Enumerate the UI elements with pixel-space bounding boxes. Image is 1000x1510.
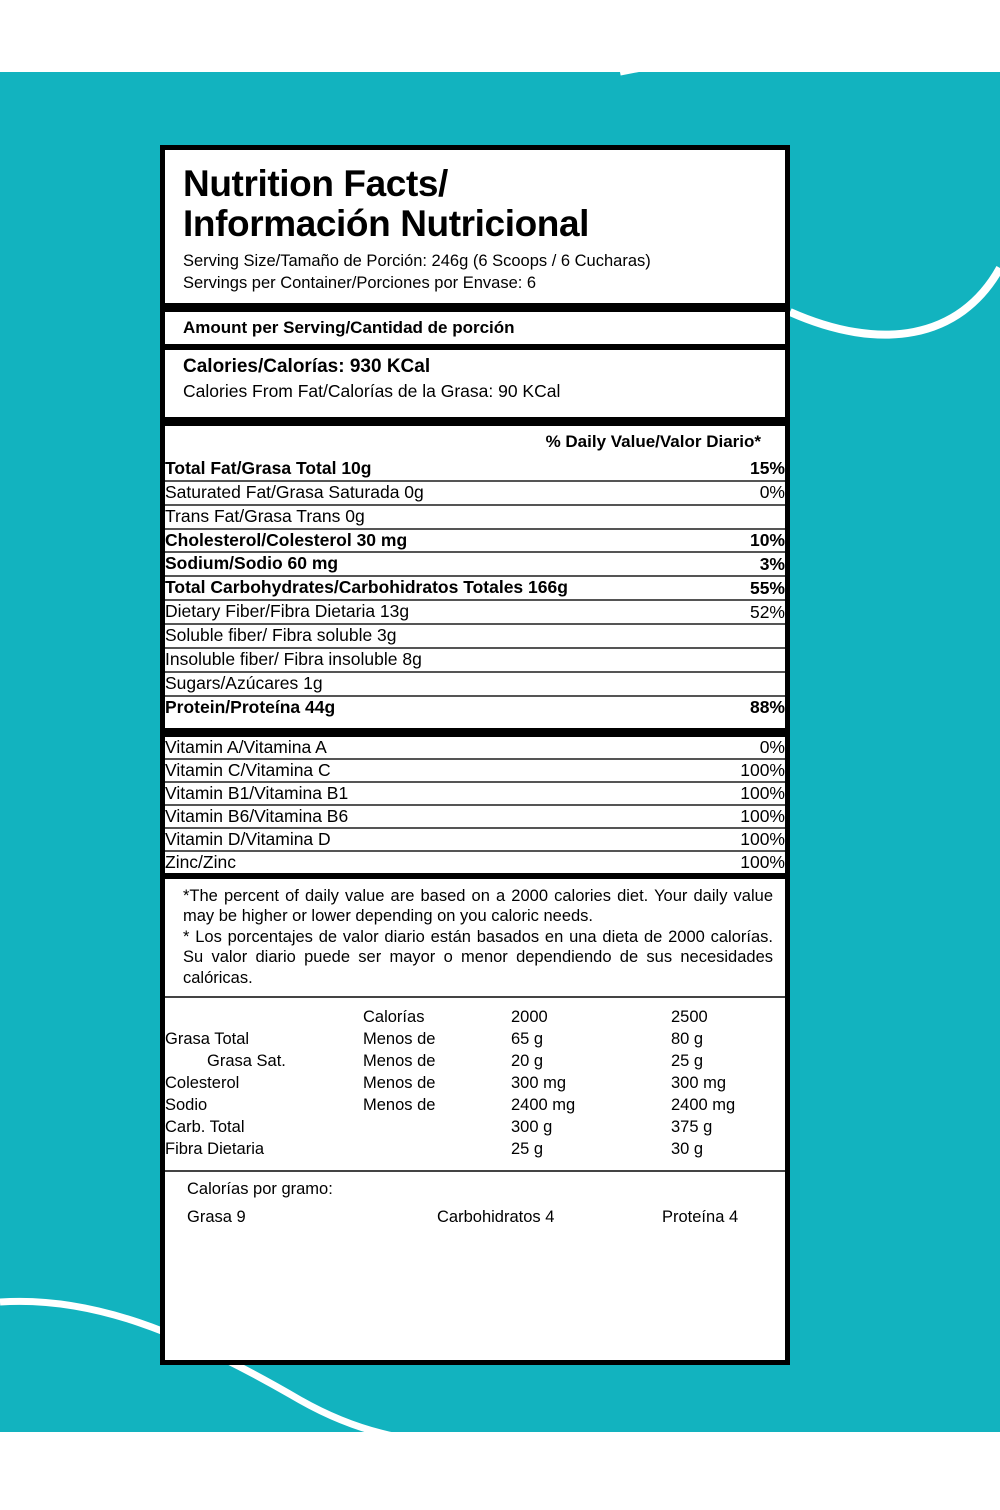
divider-thick-1 — [165, 303, 785, 312]
reference-values-block — [165, 998, 785, 1170]
vitamin-name: Vitamin D/Vitamina D — [165, 828, 670, 851]
reference-row-value-2000: 25 g — [511, 1140, 544, 1159]
vitamin-daily-value: 100% — [670, 828, 785, 851]
nutrient-name: Insoluble fiber/ Fibra insoluble 8g — [165, 648, 670, 672]
vitamin-name: Zinc/Zinc — [165, 851, 670, 873]
calories-from-fat: Calories From Fat/Calorías de la Grasa: 90 KCal — [183, 381, 561, 402]
reference-row-value-2000: 65 g — [511, 1030, 544, 1049]
nutrient-daily-value: 3% — [670, 552, 785, 576]
nutrient-daily-value: 52% — [670, 600, 785, 624]
footnote-english: *The percent of daily value are based on a 2000 calories diet. Your daily value may be higher or lower depending on you caloric needs. — [183, 886, 773, 926]
calories-per-gram-table — [165, 1208, 785, 1227]
reference-row — [165, 1051, 785, 1073]
footnote-spanish: * Los porcentajes de valor diario están basados en una dieta de 2000 calorías. Su valor diario puede ser mayor o menor dependiendo de sus necesidades calóricas. — [183, 927, 773, 987]
nutrient-daily-value — [670, 672, 785, 696]
reference-row-value-2000: 2000 — [511, 1008, 548, 1027]
calories-value: Calories/Calorías: 930 KCal — [183, 356, 431, 378]
vitamin-row — [165, 737, 785, 759]
nutrient-daily-value — [670, 648, 785, 672]
label-title — [183, 164, 785, 244]
nutrient-daily-value: 55% — [670, 576, 785, 600]
reference-row-qualifier: Menos de — [363, 1096, 436, 1115]
nutrient-row — [165, 600, 785, 624]
reference-row-qualifier — [363, 1117, 511, 1139]
vitamin-daily-value: 100% — [670, 782, 785, 805]
reference-row-label — [165, 1007, 363, 1029]
nutrient-name: Trans Fat/Grasa Trans 0g — [165, 505, 670, 529]
nutrient-row — [165, 648, 785, 672]
vitamin-row — [165, 759, 785, 782]
cpg-protein: Proteína 4 — [662, 1207, 739, 1226]
reference-header-row — [165, 1007, 785, 1029]
calories-per-gram-heading: Calorías por gramo: — [187, 1179, 333, 1198]
reference-row-value-2500: 300 mg — [671, 1074, 727, 1093]
reference-row-label: Sodio — [165, 1096, 208, 1115]
nutrient-name: Total Fat/Grasa Total 10g — [165, 457, 372, 478]
reference-row — [165, 1029, 785, 1051]
nutrient-daily-value: 88% — [670, 696, 785, 719]
reference-row-value-2000: 2400 mg — [511, 1096, 576, 1115]
nutrient-row — [165, 481, 785, 505]
cpg-carbs: Carbohidratos 4 — [437, 1207, 555, 1226]
divider-thick-3 — [165, 728, 785, 737]
calories-per-gram-block — [165, 1172, 785, 1237]
nutrient-name: Sugars/Azúcares 1g — [165, 672, 670, 696]
vitamin-row — [165, 828, 785, 851]
vitamin-daily-value: 100% — [670, 851, 785, 873]
nutrient-name: Total Carbohydrates/Carbohidratos Totales 166g — [165, 576, 670, 600]
footnote-block — [165, 879, 785, 996]
vitamin-row — [165, 782, 785, 805]
nutrient-row — [165, 624, 785, 648]
reference-row-label: Colesterol — [165, 1074, 240, 1093]
reference-row-qualifier — [363, 1139, 511, 1161]
vitamin-row — [165, 851, 785, 873]
nutrient-row — [165, 576, 785, 600]
reference-row — [165, 1073, 785, 1095]
nutrient-row — [165, 696, 785, 719]
reference-row-value-2500: 80 g — [671, 1030, 704, 1049]
reference-row — [165, 1117, 785, 1139]
reference-row-qualifier: Menos de — [363, 1074, 436, 1093]
reference-row-qualifier: Calorías — [363, 1008, 425, 1027]
reference-row-value-2500: 375 g — [671, 1118, 713, 1137]
nutrient-name: Cholesterol/Colesterol 30 mg — [165, 529, 670, 553]
nutrient-row — [165, 672, 785, 696]
nutrient-name: Saturated Fat/Grasa Saturada 0g — [165, 481, 670, 505]
reference-row-value-2500: 30 g — [671, 1140, 704, 1159]
serving-info — [183, 250, 785, 295]
reference-row-label: Carb. Total — [165, 1118, 245, 1137]
vitamin-daily-value: 0% — [759, 736, 785, 757]
vitamin-daily-value: 100% — [670, 759, 785, 782]
calories-block — [165, 350, 785, 407]
reference-row-qualifier: Menos de — [363, 1052, 436, 1071]
reference-row-value-2500: 25 g — [671, 1052, 704, 1071]
reference-row-value-2500: 2500 — [671, 1008, 708, 1027]
cpg-fat: Grasa 9 — [187, 1207, 246, 1226]
vitamin-row — [165, 805, 785, 828]
divider-thick-2 — [165, 417, 785, 426]
nutrient-table — [165, 458, 785, 719]
vitamin-daily-value: 100% — [670, 805, 785, 828]
nutrient-daily-value — [670, 505, 785, 529]
vitamin-name: Vitamin B6/Vitamina B6 — [165, 805, 670, 828]
nutrient-name: Protein/Proteína 44g — [165, 696, 670, 719]
reference-table — [165, 1007, 785, 1161]
nutrient-daily-value: 10% — [670, 529, 785, 553]
vitamin-name: Vitamin C/Vitamina C — [165, 759, 670, 782]
nutrient-name: Sodium/Sodio 60 mg — [165, 552, 670, 576]
amount-per-serving: Amount per Serving/Cantidad de porción — [183, 318, 515, 338]
nutrient-daily-value — [670, 624, 785, 648]
nutrient-name: Dietary Fiber/Fibra Dietaria 13g — [165, 600, 670, 624]
nutrient-row — [165, 458, 785, 481]
nutrient-row — [165, 552, 785, 576]
nutrient-daily-value: 15% — [749, 458, 785, 479]
reference-row-value-2000: 300 g — [511, 1118, 553, 1137]
vitamin-name: Vitamin B1/Vitamina B1 — [165, 782, 670, 805]
nutrient-name: Soluble fiber/ Fibra soluble 3g — [165, 624, 670, 648]
reference-row-label: Grasa Total — [165, 1030, 250, 1049]
nutrition-facts-label — [160, 145, 790, 1365]
reference-row-label: Fibra Dietaria — [165, 1140, 265, 1159]
servings-per-container: Servings per Container/Porciones por Envase: 6 — [183, 274, 537, 293]
serving-size: Serving Size/Tamaño de Porción: 246g (6 Scoops / 6 Cucharas) — [183, 251, 651, 270]
label-title-line-2: Información Nutricional — [183, 202, 590, 244]
nutrient-daily-value: 0% — [670, 481, 785, 505]
reference-row-label: Grasa Sat. — [207, 1052, 286, 1071]
reference-row-value-2500: 2400 mg — [671, 1096, 736, 1115]
calories-per-gram-row — [165, 1208, 785, 1227]
reference-row-value-2000: 20 g — [511, 1052, 544, 1071]
nutrient-row — [165, 529, 785, 553]
label-title-line-1: Nutrition Facts/ — [183, 163, 448, 204]
nutrient-row — [165, 505, 785, 529]
daily-value-header: % Daily Value/Valor Diario* — [545, 431, 761, 451]
vitamin-name: Vitamin A/Vitamina A — [165, 736, 327, 757]
vitamin-table — [165, 737, 785, 873]
reference-row — [165, 1095, 785, 1117]
reference-row-qualifier: Menos de — [363, 1030, 436, 1049]
wave-line-top-diagonal — [620, 0, 1000, 72]
reference-row — [165, 1139, 785, 1161]
reference-row-value-2000: 300 mg — [511, 1074, 567, 1093]
